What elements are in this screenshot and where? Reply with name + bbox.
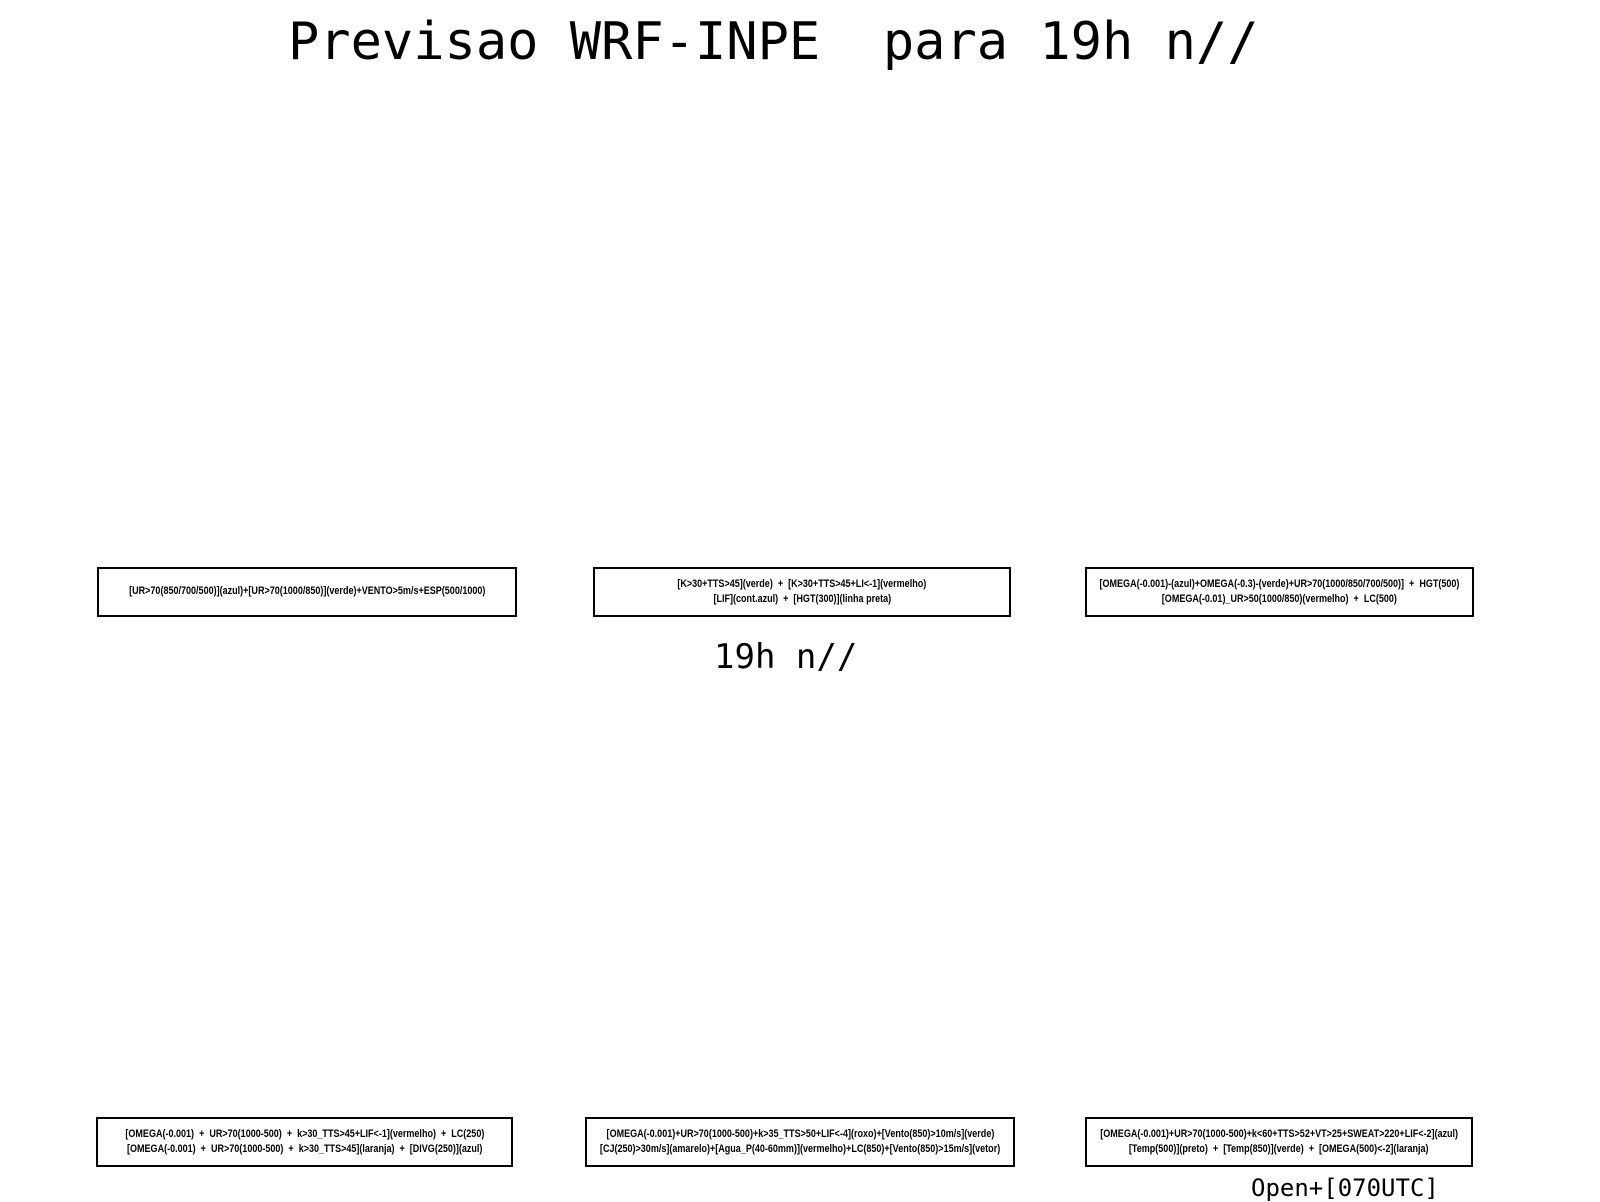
caption-box-bottom-center [585,1117,1015,1167]
caption-line: [CJ(250)>30m/s](amarelo)+[Agua_P(40-60mm)](vermelho)+LC(850)+[Vento(850)>15m/s](vetor) [599,1142,1001,1155]
caption-box-bottom-left [96,1117,513,1167]
caption-line: [OMEGA(-0.001)-(azul)+OMEGA(-0.3)-(verde)+UR>70(1000/850/700/500)] + HGT(500) [1099,577,1460,590]
caption-line: [LIF](cont.azul) + [HGT(300)](linha preta) [713,592,891,605]
caption-line: [UR>70(850/700/500)](azul)+[UR>70(1000/850)](verde)+VENTO>5m/s+ESP(500/1000) [128,585,486,598]
caption-box-top-center [593,567,1011,617]
caption-box-top-left [97,567,517,617]
caption-line: [OMEGA(-0.001) + UR>70(1000-500) + k>30_TTS>45](laranja) + [DIVG(250)](azul) [126,1142,483,1155]
caption-box-top-right [1085,567,1474,617]
page-title: Previsao WRF-INPE para 19h n// [288,12,1259,72]
caption-line: [OMEGA(-0.001)+UR>70(1000-500)+k<60+TTS>52+VT>25+SWEAT>220+LIF<-2](azul) [1100,1127,1458,1140]
credit-text: Open+[070UTC] [1251,1174,1439,1202]
caption-line: [Temp(500)](preto) + [Temp(850)](verde) + [OMEGA(500)<-2](laranja) [1129,1142,1429,1155]
caption-line: [OMEGA(-0.001)+UR>70(1000-500)+k>35_TTS>50+LIF<-4](roxo)+[Vento(850)>10m/s](verde) [606,1127,994,1140]
mid-subtitle: 19h n// [714,637,858,677]
caption-line: [K>30+TTS>45](verde) + [K>30+TTS>45+LI<-1](vermelho) [677,577,927,590]
caption-line: [OMEGA(-0.01)_UR>50(1000/850)(vermelho) + LC(500) [1161,592,1398,605]
caption-box-bottom-right [1085,1117,1473,1167]
caption-line: [OMEGA(-0.001) + UR>70(1000-500) + k>30_TTS>45+LIF<-1](vermelho) + LC(250) [125,1127,484,1140]
